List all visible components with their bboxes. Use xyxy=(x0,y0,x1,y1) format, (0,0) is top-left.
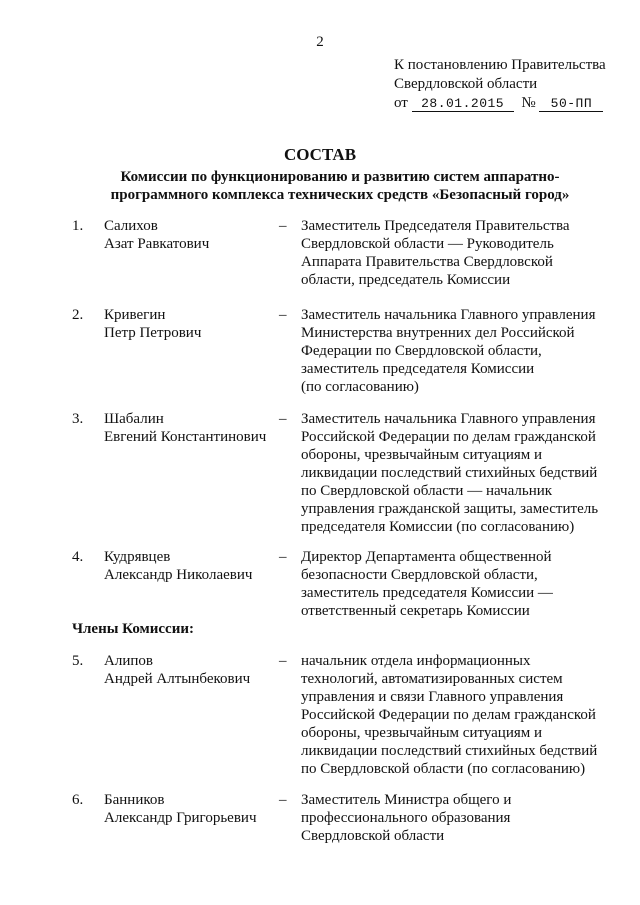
member-name xyxy=(104,306,274,342)
position-line: безопасности Свердловской области, xyxy=(301,567,538,583)
annex-line-2: Свердловской области xyxy=(394,76,538,92)
number-label: № xyxy=(521,95,536,111)
member-name xyxy=(104,791,274,827)
subtitle-line-1: Комиссии по функционированию и развитию систем аппаратно- xyxy=(120,169,560,185)
position-line: управления и связи Главного управления xyxy=(301,689,564,705)
member-name xyxy=(104,548,274,584)
member-position xyxy=(301,652,621,778)
position-line: председателя Комиссии (по согласованию) xyxy=(301,519,575,535)
member-given-name: Петр Петрович xyxy=(104,325,202,341)
member-position xyxy=(301,217,621,289)
annex-header xyxy=(394,56,606,113)
position-line: заместитель председателя Комиссии — xyxy=(301,585,553,601)
annex-date-line xyxy=(394,94,606,113)
member-surname: Салихов xyxy=(104,218,158,234)
member-position xyxy=(301,410,621,536)
member-name xyxy=(104,652,274,688)
member-dash: – xyxy=(279,307,287,323)
subtitle-line-2: программного комплекса технических средств «Безопасный город» xyxy=(110,187,570,203)
position-line: управления гражданской защиты, заместитель xyxy=(301,501,599,517)
document-subtitle xyxy=(60,168,620,204)
member-surname: Кривегин xyxy=(104,307,166,323)
position-line: начальник отдела информационных xyxy=(301,653,531,669)
position-line: Федерации по Свердловской области, xyxy=(301,343,542,359)
member-number: 3. xyxy=(72,411,84,427)
member-dash: – xyxy=(279,218,287,234)
position-line: Свердловской области xyxy=(301,828,445,844)
section-members-heading: Члены Комиссии: xyxy=(72,621,194,637)
member-position xyxy=(301,306,621,396)
position-line: Заместитель начальника Главного управления xyxy=(301,411,596,427)
member-name xyxy=(104,217,274,253)
resolution-date: 28.01.2015 xyxy=(412,96,514,112)
member-position xyxy=(301,548,621,620)
member-surname: Шабалин xyxy=(104,411,164,427)
member-given-name: Александр Григорьевич xyxy=(104,810,257,826)
position-line: (по согласованию) xyxy=(301,379,419,395)
member-number: 1. xyxy=(72,218,84,234)
member-surname: Банников xyxy=(104,792,165,808)
member-given-name: Александр Николаевич xyxy=(104,567,253,583)
member-number: 6. xyxy=(72,792,84,808)
position-line: Заместитель начальника Главного управления xyxy=(301,307,596,323)
position-line: Российской Федерации по делам гражданской xyxy=(301,429,596,445)
member-name xyxy=(104,410,274,446)
member-dash: – xyxy=(279,411,287,427)
position-line: Министерства внутренних дел Российской xyxy=(301,325,575,341)
position-line: по Свердловской области (по согласованию) xyxy=(301,761,586,777)
position-line: ликвидации последствий стихийных бедствий xyxy=(301,743,598,759)
position-line: Свердловской области — Руководитель xyxy=(301,236,554,252)
member-number: 5. xyxy=(72,653,84,669)
position-line: обороны, чрезвычайным ситуациям и xyxy=(301,725,543,741)
member-dash: – xyxy=(279,792,287,808)
member-surname: Кудрявцев xyxy=(104,549,171,565)
position-line: заместитель председателя Комиссии xyxy=(301,361,535,377)
resolution-number: 50-ПП xyxy=(539,96,603,112)
member-number: 4. xyxy=(72,549,84,565)
page-number: 2 xyxy=(316,34,324,50)
position-line: Российской Федерации по делам гражданской xyxy=(301,707,596,723)
position-line: технологий, автоматизированных систем xyxy=(301,671,563,687)
member-number: 2. xyxy=(72,307,84,323)
position-line: Заместитель Министра общего и xyxy=(301,792,512,808)
position-line: Заместитель Председателя Правительства xyxy=(301,218,570,234)
position-line: области, председатель Комиссии xyxy=(301,272,511,288)
from-label: от xyxy=(394,95,408,111)
member-position xyxy=(301,791,621,845)
position-line: Директор Департамента общественной xyxy=(301,549,552,565)
position-line: обороны, чрезвычайным ситуациям и xyxy=(301,447,543,463)
member-given-name: Андрей Алтынбекович xyxy=(104,671,251,687)
document-title: СОСТАВ xyxy=(283,145,357,164)
member-dash: – xyxy=(279,653,287,669)
position-line: ликвидации последствий стихийных бедствий xyxy=(301,465,598,481)
position-line: по Свердловской области — начальник xyxy=(301,483,553,499)
position-line: ответственный секретарь Комиссии xyxy=(301,603,530,619)
position-line: Аппарата Правительства Свердловской xyxy=(301,254,553,270)
member-given-name: Евгений Константинович xyxy=(104,429,267,445)
annex-line-1: К постановлению Правительства xyxy=(394,57,606,73)
member-given-name: Азат Равкатович xyxy=(104,236,210,252)
member-dash: – xyxy=(279,549,287,565)
member-surname: Алипов xyxy=(104,653,153,669)
position-line: профессионального образования xyxy=(301,810,511,826)
